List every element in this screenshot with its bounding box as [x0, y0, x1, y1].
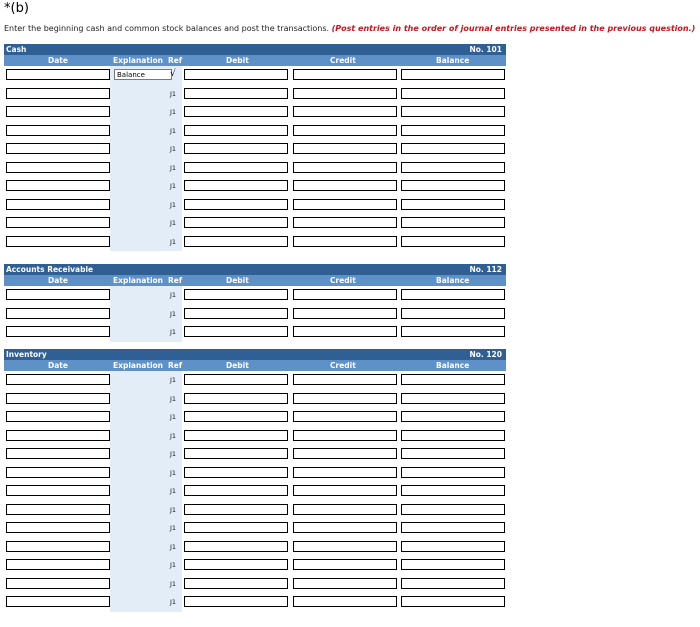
- balance-input[interactable]: [401, 308, 505, 319]
- ledger-row: [4, 593, 506, 612]
- credit-input[interactable]: [293, 125, 397, 136]
- balance-input[interactable]: [401, 596, 505, 607]
- part-heading: *(b): [4, 1, 29, 16]
- ledger-row: [4, 427, 506, 446]
- credit-input[interactable]: [293, 374, 397, 385]
- ledger-row: [4, 575, 506, 594]
- debit-input[interactable]: [184, 411, 288, 422]
- ledger-row: [4, 66, 506, 85]
- date-input[interactable]: [6, 125, 110, 136]
- account-number: No. 112: [469, 265, 502, 274]
- account-number: No. 120: [469, 350, 502, 359]
- ledger-row: [4, 85, 506, 104]
- date-input[interactable]: [6, 143, 110, 154]
- date-input[interactable]: [6, 522, 110, 533]
- date-input[interactable]: [6, 199, 110, 210]
- credit-input[interactable]: [293, 393, 397, 404]
- debit-input[interactable]: [184, 236, 288, 247]
- journal-ref: J1: [170, 182, 177, 190]
- journal-ref: J1: [170, 219, 177, 227]
- column-header-ref: Ref: [168, 361, 183, 370]
- checkmark-ref: √: [170, 69, 176, 79]
- journal-ref: J1: [170, 200, 177, 209]
- ledger-cash: [4, 44, 506, 251]
- ledger-inventory: [4, 349, 506, 612]
- ledger-row: [4, 519, 506, 538]
- credit-input[interactable]: [293, 88, 397, 99]
- date-input[interactable]: [6, 578, 110, 589]
- balance-input[interactable]: [401, 578, 505, 589]
- date-input[interactable]: [6, 430, 110, 441]
- balance-input[interactable]: [401, 289, 505, 300]
- journal-ref: J1: [170, 413, 177, 421]
- date-input[interactable]: [6, 326, 110, 337]
- ledger-row: [4, 177, 506, 196]
- account-name: Inventory: [6, 350, 47, 359]
- account-name: Accounts Receivable: [6, 265, 94, 274]
- ledger-row: [4, 482, 506, 501]
- credit-input[interactable]: [293, 448, 397, 459]
- credit-input[interactable]: [293, 467, 397, 478]
- ledger-title-bar: [4, 349, 506, 360]
- credit-input[interactable]: [293, 236, 397, 247]
- ledger-row: [4, 196, 506, 215]
- date-input[interactable]: [6, 88, 110, 99]
- journal-ref: J1: [170, 468, 177, 477]
- journal-ref: J1: [170, 309, 177, 318]
- debit-input[interactable]: [184, 504, 288, 515]
- ledger-title-bar: [4, 44, 506, 55]
- date-input[interactable]: [6, 559, 110, 570]
- date-input[interactable]: [6, 374, 110, 385]
- debit-input[interactable]: [184, 125, 288, 136]
- balance-input[interactable]: [401, 217, 505, 228]
- column-header-debit: Debit: [226, 361, 249, 370]
- ledger-row: [4, 501, 506, 520]
- ledger-row: [4, 233, 506, 252]
- balance-input[interactable]: [401, 374, 505, 385]
- debit-input[interactable]: [184, 88, 288, 99]
- column-header-credit: Credit: [330, 361, 356, 370]
- debit-input[interactable]: [184, 559, 288, 570]
- credit-input[interactable]: [293, 162, 397, 173]
- balance-input[interactable]: [401, 69, 505, 80]
- column-header-explanation: Explanation: [113, 56, 164, 65]
- credit-input[interactable]: [293, 559, 397, 570]
- credit-input[interactable]: [293, 199, 397, 210]
- journal-ref: J1: [170, 579, 177, 588]
- column-header-credit: Credit: [330, 56, 356, 65]
- balance-input[interactable]: [401, 326, 505, 337]
- ledger-row: [4, 556, 506, 575]
- date-input[interactable]: [6, 106, 110, 117]
- balance-input[interactable]: [401, 541, 505, 552]
- balance-input[interactable]: [401, 180, 505, 191]
- ledger-row: [4, 103, 506, 122]
- journal-ref: J1: [170, 328, 177, 336]
- credit-input[interactable]: [293, 411, 397, 422]
- column-header-explanation: Explanation: [113, 361, 164, 370]
- column-header-ref: Ref: [168, 56, 183, 65]
- balance-input[interactable]: [401, 504, 505, 515]
- balance-input[interactable]: [401, 125, 505, 136]
- column-header-date: Date: [48, 361, 68, 370]
- date-input[interactable]: [6, 467, 110, 478]
- balance-input[interactable]: [401, 106, 505, 117]
- credit-input[interactable]: [293, 217, 397, 228]
- debit-input[interactable]: [184, 541, 288, 552]
- journal-ref: J1: [170, 561, 177, 569]
- balance-input[interactable]: [401, 411, 505, 422]
- balance-input[interactable]: [401, 430, 505, 441]
- date-input[interactable]: [6, 411, 110, 422]
- journal-ref: J1: [170, 163, 177, 172]
- journal-ref: J1: [170, 126, 177, 135]
- debit-input[interactable]: [184, 69, 288, 80]
- journal-ref: J1: [170, 291, 177, 299]
- credit-input[interactable]: [293, 522, 397, 533]
- ledger-row: [4, 159, 506, 178]
- date-input[interactable]: [6, 596, 110, 607]
- journal-ref: J1: [170, 598, 177, 606]
- debit-input[interactable]: [184, 430, 288, 441]
- debit-input[interactable]: [184, 308, 288, 319]
- debit-input[interactable]: [184, 289, 288, 300]
- debit-input[interactable]: [184, 162, 288, 173]
- credit-input[interactable]: [293, 578, 397, 589]
- column-header-explanation: Explanation: [113, 276, 164, 285]
- ledger-row: [4, 305, 506, 324]
- column-header-date: Date: [48, 276, 68, 285]
- date-input[interactable]: [6, 393, 110, 404]
- ledger-row: [4, 122, 506, 141]
- ledger-title-bar: [4, 264, 506, 275]
- credit-input[interactable]: [293, 69, 397, 80]
- account-name: Cash: [6, 45, 27, 54]
- balance-input[interactable]: [401, 143, 505, 154]
- column-header-row: [4, 360, 506, 371]
- credit-input[interactable]: [293, 180, 397, 191]
- journal-ref: J1: [170, 431, 177, 440]
- debit-input[interactable]: [184, 578, 288, 589]
- credit-input[interactable]: [293, 596, 397, 607]
- credit-input[interactable]: [293, 504, 397, 515]
- column-header-row: [4, 55, 506, 66]
- debit-input[interactable]: [184, 393, 288, 404]
- date-input[interactable]: [6, 69, 110, 80]
- debit-input[interactable]: [184, 596, 288, 607]
- column-header-debit: Debit: [226, 56, 249, 65]
- credit-input[interactable]: [293, 430, 397, 441]
- journal-ref: J1: [170, 145, 177, 153]
- debit-input[interactable]: [184, 485, 288, 496]
- credit-input[interactable]: [293, 308, 397, 319]
- ledger-row: [4, 286, 506, 305]
- ledger-row: [4, 390, 506, 409]
- balance-input[interactable]: [401, 88, 505, 99]
- debit-input[interactable]: [184, 522, 288, 533]
- column-header-ref: Ref: [168, 276, 183, 285]
- debit-input[interactable]: [184, 467, 288, 478]
- date-input[interactable]: [6, 308, 110, 319]
- credit-input[interactable]: [293, 485, 397, 496]
- ledger-row: [4, 140, 506, 159]
- journal-ref: J1: [170, 487, 177, 495]
- balance-input[interactable]: [401, 467, 505, 478]
- instructions: [4, 24, 695, 33]
- journal-ref: J1: [170, 505, 177, 514]
- balance-input[interactable]: [401, 162, 505, 173]
- column-header-row: [4, 275, 506, 286]
- journal-ref: J1: [170, 376, 177, 384]
- column-header-credit: Credit: [330, 276, 356, 285]
- credit-input[interactable]: [293, 106, 397, 117]
- explanation-field[interactable]: Balance: [114, 69, 172, 80]
- journal-ref: J1: [170, 394, 177, 403]
- date-input[interactable]: [6, 180, 110, 191]
- ledger-row: [4, 445, 506, 464]
- column-header-debit: Debit: [226, 276, 249, 285]
- debit-input[interactable]: [184, 199, 288, 210]
- debit-input[interactable]: [184, 448, 288, 459]
- column-header-date: Date: [48, 56, 68, 65]
- debit-input[interactable]: [184, 143, 288, 154]
- credit-input[interactable]: [293, 541, 397, 552]
- date-input[interactable]: [6, 448, 110, 459]
- balance-input[interactable]: [401, 485, 505, 496]
- instruction-text: Enter the beginning cash and common stock balances and post the transactions.: [4, 24, 330, 33]
- date-input[interactable]: [6, 236, 110, 247]
- date-input[interactable]: [6, 289, 110, 300]
- column-header-balance: Balance: [436, 276, 470, 285]
- ledger-row: [4, 538, 506, 557]
- date-input[interactable]: [6, 541, 110, 552]
- ledger-row: [4, 371, 506, 390]
- debit-input[interactable]: [184, 326, 288, 337]
- journal-ref: J1: [170, 89, 177, 98]
- journal-ref: J1: [170, 237, 177, 246]
- journal-ref: J1: [170, 108, 177, 116]
- credit-input[interactable]: [293, 326, 397, 337]
- ledger-row: [4, 464, 506, 483]
- date-input[interactable]: [6, 485, 110, 496]
- debit-input[interactable]: [184, 374, 288, 385]
- debit-input[interactable]: [184, 217, 288, 228]
- credit-input[interactable]: [293, 143, 397, 154]
- credit-input[interactable]: [293, 289, 397, 300]
- balance-input[interactable]: [401, 236, 505, 247]
- journal-ref: J1: [170, 450, 177, 458]
- balance-input[interactable]: [401, 448, 505, 459]
- ledger-row: [4, 214, 506, 233]
- date-input[interactable]: [6, 504, 110, 515]
- ledger-row: [4, 408, 506, 427]
- debit-input[interactable]: [184, 180, 288, 191]
- column-header-balance: Balance: [436, 361, 470, 370]
- journal-ref: J1: [170, 542, 177, 551]
- balance-input[interactable]: [401, 393, 505, 404]
- balance-input[interactable]: [401, 522, 505, 533]
- column-header-balance: Balance: [436, 56, 470, 65]
- balance-input[interactable]: [401, 559, 505, 570]
- journal-ref: J1: [170, 524, 177, 532]
- balance-input[interactable]: [401, 199, 505, 210]
- ledger-accounts-receivable: [4, 264, 506, 342]
- date-input[interactable]: [6, 217, 110, 228]
- instruction-note: (Post entries in the order of journal entries presented in the previous question.): [331, 24, 696, 33]
- ledger-row: [4, 323, 506, 342]
- account-number: No. 101: [469, 45, 502, 54]
- date-input[interactable]: [6, 162, 110, 173]
- debit-input[interactable]: [184, 106, 288, 117]
